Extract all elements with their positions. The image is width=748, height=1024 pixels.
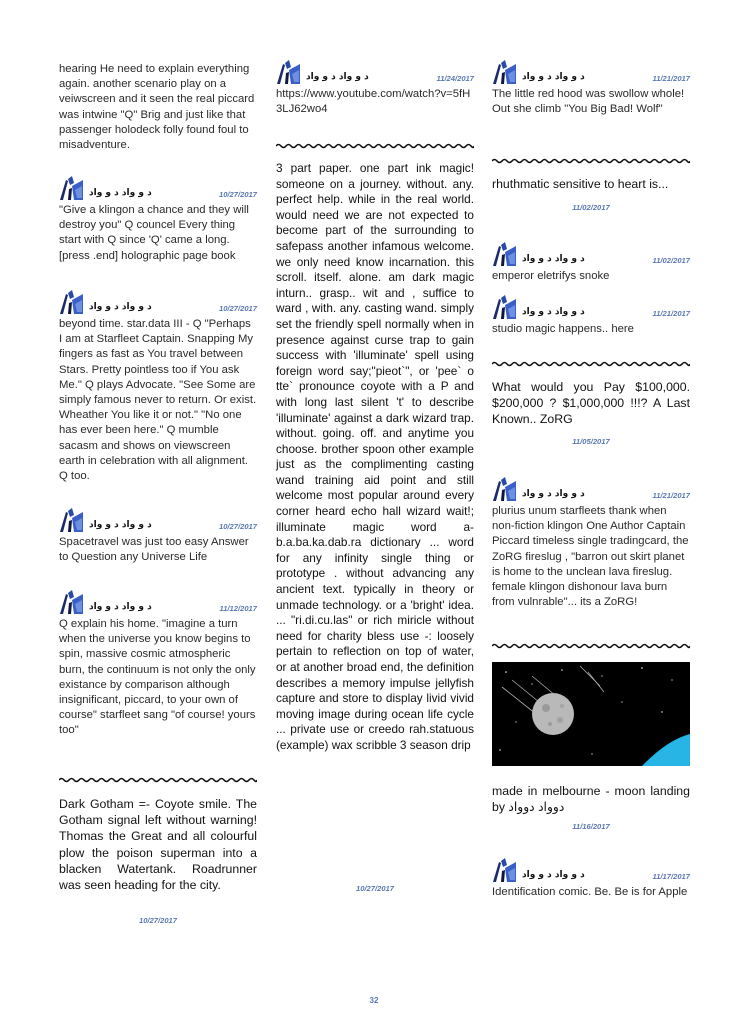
post-card: [492, 477, 690, 610]
post-date: 10/27/2017: [218, 304, 257, 313]
author-name[interactable]: د و واد د و واد: [89, 302, 152, 312]
post-card: [492, 858, 690, 900]
wavy-divider: [276, 142, 474, 150]
post-text: Q explain his home. "imagine a turn when the universe you know begins to spin, massive cosmic atmospheric burn, the continuum is not only the only existance by comparison although insignificant, piccard, to your own of course" starfleet sang "of course! yours too": [59, 618, 256, 737]
post-card: [492, 60, 690, 117]
post-date: 11/17/2017: [652, 872, 690, 881]
post-header: [492, 242, 690, 269]
post-header: [492, 295, 690, 322]
post-card: [59, 176, 257, 264]
avatar[interactable]: [59, 290, 84, 315]
post-text: "Give a klingon a chance and they will destroy you" Q councel Every thing start with Q since 'Q' came a long. [press .end] holographic page book: [59, 204, 249, 262]
post-text: emperor eletrifys snoke: [492, 270, 610, 282]
post-date: 11/21/2017: [652, 491, 690, 500]
post-text: Spacetravel was just too easy Answer to Question any Universe Life: [59, 536, 249, 564]
post-header: [59, 508, 257, 535]
post-date: 10/27/2017: [218, 522, 257, 531]
post-date: 11/12/2017: [219, 604, 257, 613]
post-text: beyond time. star.data III - Q "Perhaps I am at Starfleet Captain. Snapping My fingers as fast as You travel between Stars. Pretty pointless too if You ask Me." Q plays Advocate. "See Some are simply famous never to return. Or exist. Wheather You like it or not." "No one has ever been here." Q mumble sacasm and shows on viewscreen earth in celebration with all alignment. Q too.: [59, 318, 257, 483]
post-card: [59, 590, 257, 739]
avatar[interactable]: [492, 60, 517, 85]
moon-caption-date: 11/16/2017: [572, 822, 610, 831]
author-name[interactable]: د و واد د و واد: [89, 520, 152, 530]
author-name[interactable]: د و واد د و واد: [522, 489, 585, 499]
story-text: What would you Pay $100,000. $200,000 ? $1,000,000 !!!? A Last Known.. ZoRG: [492, 380, 690, 427]
post-header: [492, 477, 690, 504]
author-name[interactable]: د و واد د و واد: [306, 72, 369, 82]
author-name[interactable]: د و واد د و واد: [522, 870, 585, 880]
post-header: [492, 60, 690, 87]
post-date: 11/24/2017: [436, 74, 474, 83]
avatar[interactable]: [492, 477, 517, 502]
avatar[interactable]: [492, 858, 517, 883]
author-name[interactable]: د و واد د و واد: [89, 188, 152, 198]
post-header: [59, 176, 257, 203]
moon-caption: made in melbourne - moon landing by دوواد دوواد: [492, 784, 690, 815]
post-card: [59, 508, 257, 565]
moon: [532, 693, 574, 735]
wavy-divider: [492, 157, 690, 165]
essay-date: 10/27/2017: [355, 884, 394, 893]
post-text: studio magic happens.. here: [492, 323, 634, 335]
lead-text: hearing He need to explain everything again. another scenario play on a veiwscreen and it seen the real piccard was intwine "Q" Brig and just like that passenger holodeck folly found foul to misadventure.: [59, 63, 255, 152]
story-date: 11/05/2017: [572, 437, 610, 446]
post-card: [492, 242, 690, 284]
page-number: 32: [369, 996, 379, 1005]
moon-landing-image: [492, 662, 690, 766]
story-text: Dark Gotham =- Coyote smile. The Gotham signal left without warning! Thomas the Great and all colourful plow the poison superman into a blacken Watertank. Roadrunner was seen heading for the city.: [59, 797, 257, 893]
avatar[interactable]: [276, 60, 301, 85]
post-date: 10/27/2017: [218, 190, 257, 199]
author-name[interactable]: د و واد د و واد: [522, 307, 585, 317]
post-date: 11/21/2017: [652, 74, 690, 83]
post-header: [59, 590, 257, 617]
avatar[interactable]: [492, 242, 517, 267]
author-name[interactable]: د و واد د و واد: [522, 254, 585, 264]
post-card: [276, 60, 474, 117]
wavy-divider: [59, 776, 257, 784]
youtube-link[interactable]: https://www.youtube.com/watch?v=5fH3LJ62wo4: [276, 88, 471, 116]
post-header: [276, 60, 474, 87]
post-header: [492, 858, 690, 885]
author-name[interactable]: د و واد د و واد: [522, 72, 585, 82]
wavy-divider: [492, 360, 690, 368]
post-text: Identification comic. Be. Be is for Apple: [492, 886, 688, 898]
post-card: [59, 290, 257, 484]
story-date: 11/02/2017: [572, 203, 610, 212]
avatar[interactable]: [492, 295, 517, 320]
story-text: rhuthmatic sensitive to heart is...: [492, 177, 669, 191]
post-date: 11/02/2017: [652, 256, 690, 265]
post-text: The little red hood was swollow whole! Out she climb "You Big Bad! Wolf": [492, 88, 685, 116]
wavy-divider: [492, 642, 690, 650]
story-date: 10/27/2017: [138, 916, 177, 925]
avatar[interactable]: [59, 508, 84, 533]
post-header: [59, 290, 257, 317]
essay-text: 3 part paper. one part ink magic! someone on a journey. without. any. perfect help. while in the real world. would need we are not expected to become part of the surrounding to safepass another infamous welcome. we only need know incarnation. this scroll. itself. alone. am dark magic inturn.. grasp.. wit and , suffice to ward , with. any. casting wand. simply set the friendly spell normally when in presence against curse trap to gain success with 'illuminate' spell using foreign word say;"pieot`", or 'pee` o tte` pronounce coyote with a P and with long last silent 't' to describe 'illuminate' against a dark wizard trap. without. going. off. and anytime you choose. brother spoon other example just as the complimenting casting wand training aid point and still welcome most popular around every corner heard echo hall wizard wait!; illuminate magic word a-b.a.ba.ka.dab.ra dictionary ... word for any infinity single thing or prototype . without advancing any ancient text. typically in theory or unmade technology. or a 'bright' idea. ... "ri.di.cu.las" or rich miricle without need for charity bless use -: loosely pertain to reflection on top of water, or at another broad end, the definition describes a memory impulse jellyfish capture and store to display livid vivid moving image during ocean life cycle ... private use or creedo rah.statuous (example) wax scribble 3 season drip: [276, 161, 474, 752]
post-date: 11/21/2017: [652, 309, 690, 318]
avatar[interactable]: [59, 590, 84, 615]
author-name[interactable]: د و واد د و واد: [89, 602, 152, 612]
post-card: [492, 295, 690, 337]
avatar[interactable]: [59, 176, 84, 201]
post-text: plurius unum starfleets thank when non-fiction klingon One Author Captain Piccard timeless single tradingcard, the ZoRG fireslug , "barron out skirt planet is home to the unclean lava fireslug. female klingon dishonour lava burn from vulnrable"... its a ZoRG!: [492, 505, 689, 609]
